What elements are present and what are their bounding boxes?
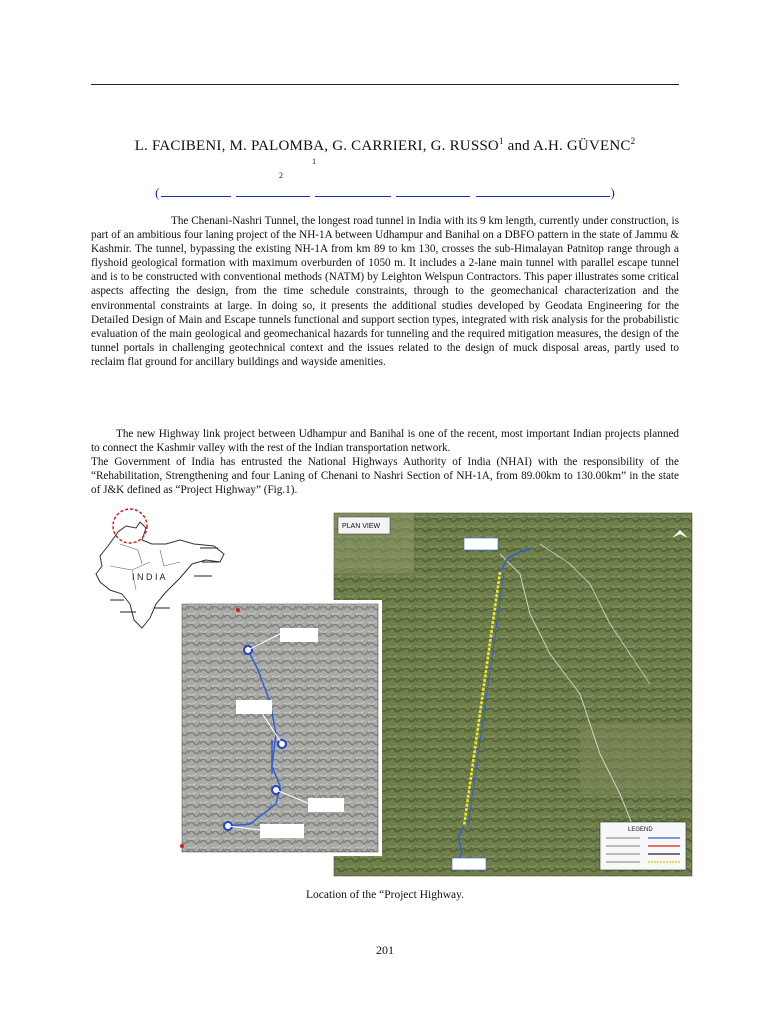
page-number: 201: [376, 943, 394, 957]
author-names: L. FACIBENI, M. PALOMBA, G. CARRIERI, G. RUSSO: [134, 138, 499, 154]
affiliation-marker-1: 1: [312, 157, 316, 166]
plan-view-label: PLAN VIEW: [342, 523, 381, 530]
intro-paragraph-1: The new Highway link project between Udhampur and Banihal is one of the recent, most important Indian projects planned to connect the Kashmir valley with the rest of the Indian transportation network.: [91, 428, 679, 455]
india-label: I N D I A: [132, 572, 166, 582]
links-close-paren: ): [610, 185, 615, 200]
affiliation-marker-2: 2: [279, 171, 283, 180]
author-affil-marker-2: 2: [630, 136, 636, 146]
author-line: [91, 136, 679, 155]
relief-inset-map: [178, 600, 382, 856]
satellite-plan-view: [334, 513, 692, 876]
intro-paragraph-2: The Government of India has entrusted the National Highways Authority of India (NHAI) with the responsibility of the “Rehabilitation, Strengthening and four Laning of Chenani to Nashri Section of NH-1A, from 89.00km to 130.00km” in the state of J&K defined as “Project Highway” (Fig.1).: [91, 456, 679, 497]
email-link-4[interactable]: [396, 184, 470, 197]
email-link-3[interactable]: [315, 184, 391, 197]
links-open-paren: (: [155, 185, 160, 200]
author-joiner: and A.H. GÜVENC: [503, 138, 631, 154]
email-link-5[interactable]: [476, 184, 610, 197]
author-email-links: [91, 184, 679, 201]
figure-maps-svg: [80, 504, 696, 884]
project-highway-figure: [80, 504, 696, 884]
legend-title: LEGEND: [628, 827, 653, 833]
email-link-1[interactable]: [161, 184, 231, 197]
author-affil-marker-1: 1: [498, 136, 504, 146]
header-rule: [91, 84, 679, 85]
figure-caption: Location of the “Project Highway.: [306, 889, 464, 901]
email-link-2[interactable]: [236, 184, 310, 197]
abstract-paragraph: The Chenani-Nashri Tunnel, the longest road tunnel in India with its 9 km length, currently under construction, is part of an ambitious four laning project of the NH-1A between Udhampur and Banihal on a DBFO pattern in the state of Jammu & Kashmir. The tunnel, bypassing the existing NH-1A from km 89 to km 130, crosses the sub-Himalayan Patnitop range through a flyshoid geological formation with maximum overburden of 1050 m. It includes a 2-lane main tunnel with parallel escape tunnel and is to be constructed with conventional methods (NATM) by Leighton Welspun Contractors. This paper illustrates some critical aspects affecting the design, from the time schedule constraints, through to the geomechanical characterization and the environmental constraints at large. In doing so, it presents the additional studies developed by Geodata Engineering for the Detailed Design of Main and Escape tunnels functional and support section types, integrated with risk analysis for the probabilistic evaluation of the main geological and geomechanical hazards for tunneling and the required mitigation measures, the design of the tunnel portals in challenging geotechnical context and the issues related to the design of muck disposal areas, partly used to reclaim flat ground for ancillary buildings and wayside amenities.: [91, 215, 679, 368]
